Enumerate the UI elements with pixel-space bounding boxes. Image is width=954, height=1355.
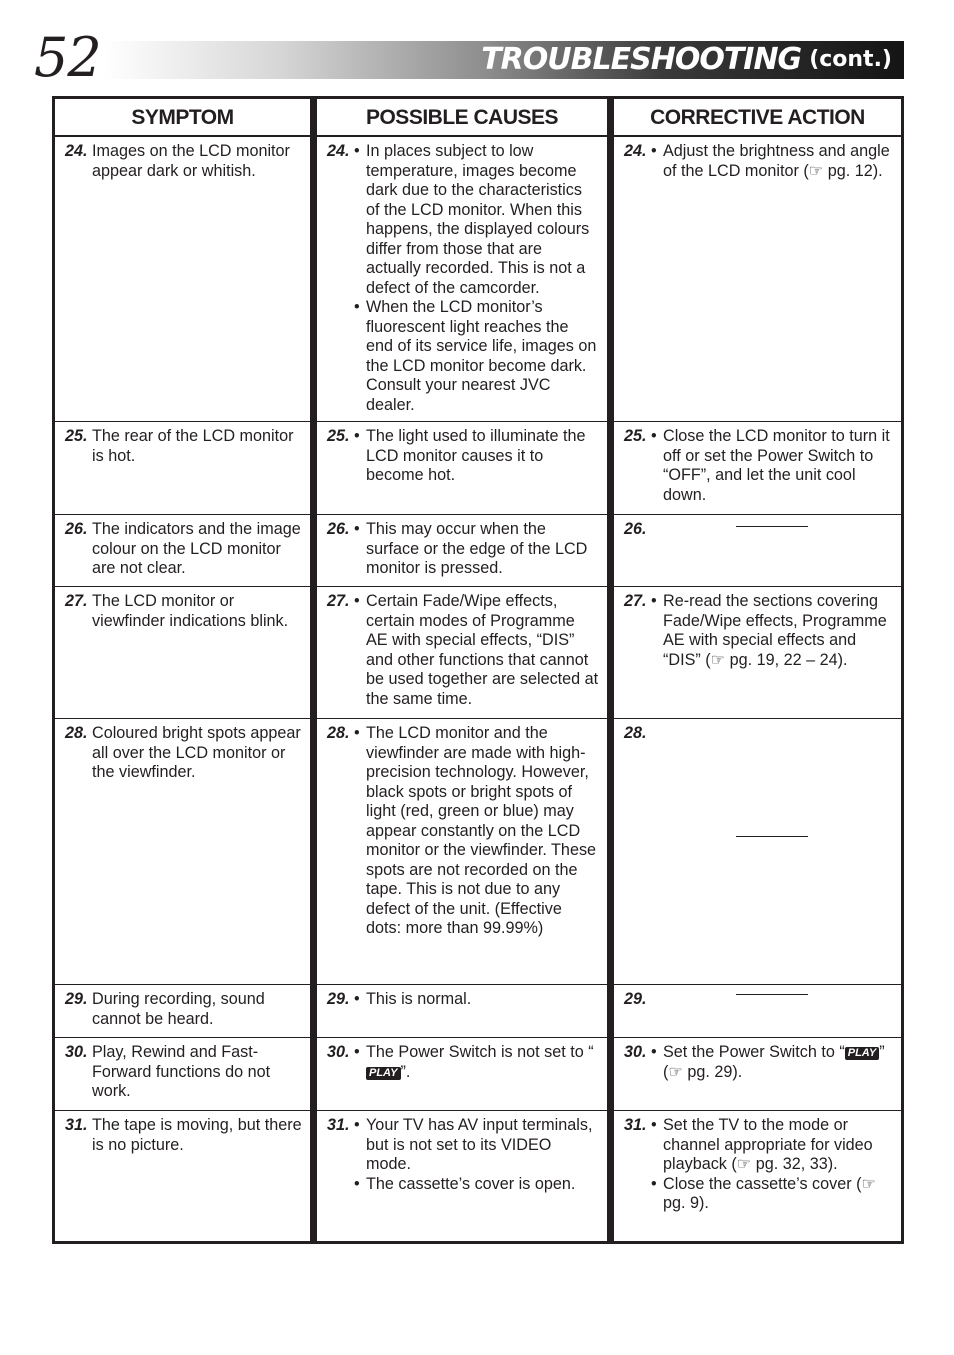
table-row — [55, 137, 901, 422]
title — [481, 41, 892, 79]
bullet: • — [354, 427, 360, 445]
action-cell — [614, 587, 901, 719]
symptom-cell — [55, 137, 310, 422]
action-text: Close the cassette’s cover (☞ pg. 9). — [663, 1174, 877, 1212]
bullet: • — [354, 1174, 360, 1193]
bullet: • — [354, 990, 360, 1008]
action-cell — [614, 1111, 901, 1241]
causes-cell — [317, 1111, 607, 1241]
cause-text: The light used to illuminate the LCD monitor causes it to become hot. — [366, 427, 586, 484]
symptom-text: The indicators and the image colour on the LCD monitor are not clear. — [92, 520, 301, 577]
action-cell — [614, 1038, 901, 1111]
symptom-cell — [55, 1111, 310, 1241]
action-text: Adjust the brightness and angle of the LCD monitor (☞ pg. 12). — [663, 142, 890, 180]
symptom-text: The tape is moving, but there is no picture. — [92, 1116, 302, 1154]
causes-cell — [317, 587, 607, 719]
table-row — [55, 587, 901, 719]
symptom-text: Coloured bright spots appear all over the LCD monitor or the viewfinder. — [92, 724, 301, 781]
causes-cell — [317, 515, 607, 587]
cause-text: In places subject to low temperature, images become dark due to the characteristics of the LCD monitor. When this happens, the displayed colours differ from those that are actually recorded. This is not a defect of the camcorder. — [366, 142, 590, 297]
bullet: • — [354, 298, 360, 316]
action-text: Set the Power Switch to “ — [663, 1043, 845, 1061]
title-main: TROUBLESHOOTING — [481, 42, 802, 77]
cause-text-end: ”. — [400, 1062, 411, 1081]
item-number: 31. — [65, 1116, 88, 1134]
item-number: 27. — [327, 592, 350, 610]
troubleshooting-table — [52, 96, 904, 1244]
bullet: • — [354, 592, 360, 610]
no-action-rule — [736, 836, 808, 837]
action-cell — [614, 515, 901, 587]
symptom-cell — [55, 587, 310, 719]
cause-text: The Power Switch is not set to “ — [366, 1043, 594, 1061]
bullet: • — [651, 592, 657, 610]
item-number: 26. — [65, 520, 88, 538]
causes-cell — [317, 719, 607, 985]
symptom-text: The rear of the LCD monitor is hot. — [92, 427, 294, 465]
action-text: Set the TV to the mode or channel appropriate for video playback (☞ pg. 32, 33). — [663, 1116, 873, 1173]
symptom-text: During recording, sound cannot be heard. — [92, 990, 265, 1028]
title-bar — [104, 41, 904, 79]
cause-text: This may occur when the surface or the edge of the LCD monitor is pressed. — [366, 520, 588, 577]
header-corrective-action: CORRECTIVE ACTION — [614, 99, 901, 137]
bullet: • — [354, 1116, 360, 1134]
bullet: • — [651, 1116, 657, 1134]
action-text-end: ” (☞ pg. 29). — [663, 1043, 885, 1081]
symptom-text: The LCD monitor or viewfinder indications blink. — [92, 592, 289, 630]
header-possible-causes: POSSIBLE CAUSES — [317, 99, 607, 137]
play-mode-icon: PLAY — [366, 1067, 401, 1080]
symptom-text: Play, Rewind and Fast-Forward functions do not work. — [92, 1043, 271, 1100]
cause-text: The cassette’s cover is open. — [366, 1174, 576, 1193]
item-number: 25. — [624, 427, 647, 445]
play-mode-icon: PLAY — [845, 1047, 880, 1060]
bullet: • — [354, 520, 360, 538]
item-number: 28. — [327, 724, 350, 742]
item-number: 28. — [624, 724, 647, 742]
cause-text: When the LCD monitor’s fluorescent light reaches the end of its service life, images on the LCD monitor become dark. Consult your nearest JVC dealer. — [366, 298, 597, 414]
bullet: • — [354, 142, 360, 160]
item-number: 27. — [65, 592, 88, 610]
symptom-cell — [55, 515, 310, 587]
bullet: • — [651, 142, 657, 160]
item-number: 28. — [65, 724, 88, 742]
header-symptom: SYMPTOM — [55, 99, 310, 137]
bullet: • — [651, 1043, 657, 1061]
action-cell — [614, 422, 901, 515]
page-number: 52 — [34, 26, 101, 89]
no-action-rule — [736, 994, 808, 995]
causes-cell — [317, 1038, 607, 1111]
no-action-rule — [736, 526, 808, 527]
cause-text: Certain Fade/Wipe effects, certain modes of Programme AE with special effects, “DIS” and other functions that cannot be used together are selected at the same time. — [366, 592, 599, 708]
item-number: 30. — [65, 1043, 88, 1061]
table-row — [55, 515, 901, 587]
bullet: • — [354, 724, 360, 742]
item-number: 25. — [65, 427, 88, 445]
title-suffix: (cont.) — [809, 47, 892, 72]
table-row — [55, 422, 901, 515]
bullet: • — [651, 1174, 657, 1193]
item-number: 26. — [327, 520, 350, 538]
cause-text: This is normal. — [366, 990, 472, 1008]
causes-cell — [317, 422, 607, 515]
action-cell — [614, 985, 901, 1038]
cause-text: The LCD monitor and the viewfinder are made with high-precision technology. However, black spots or bright spots of light (red, green or blue) may appear constantly on the LCD monitor or the viewfinder. These spots are not recorded on the tape. This is not due to any defect of the unit. (Effective dots: more than 99.99%) — [366, 724, 597, 937]
causes-cell — [317, 985, 607, 1038]
table-header-row — [55, 99, 901, 137]
item-number: 29. — [65, 990, 88, 1008]
item-number: 24. — [65, 142, 88, 160]
action-cell — [614, 137, 901, 422]
item-number: 29. — [327, 990, 350, 1008]
item-number: 30. — [624, 1043, 647, 1061]
table-row — [55, 985, 901, 1038]
symptom-cell — [55, 719, 310, 985]
symptom-text: Images on the LCD monitor appear dark or whitish. — [92, 142, 290, 180]
bullet: • — [651, 427, 657, 445]
symptom-cell — [55, 985, 310, 1038]
item-number: 31. — [624, 1116, 647, 1134]
table-row — [55, 1038, 901, 1111]
item-number: 31. — [327, 1116, 350, 1134]
item-number: 30. — [327, 1043, 350, 1061]
symptom-cell — [55, 422, 310, 515]
item-number: 29. — [624, 990, 647, 1008]
table-row — [55, 719, 901, 985]
action-cell — [614, 719, 901, 985]
cause-text: Your TV has AV input terminals, but is not set to its VIDEO mode. — [366, 1116, 593, 1173]
item-number: 24. — [327, 142, 350, 160]
causes-cell — [317, 137, 607, 422]
table-row — [55, 1111, 901, 1241]
item-number: 25. — [327, 427, 350, 445]
bullet: • — [354, 1043, 360, 1061]
item-number: 26. — [624, 520, 647, 538]
item-number: 27. — [624, 592, 647, 610]
item-number: 24. — [624, 142, 647, 160]
action-text: Re-read the sections covering Fade/Wipe effects, Programme AE with special effects and “DIS” (☞ pg. 19, 22 – 24). — [663, 592, 887, 669]
action-text: Close the LCD monitor to turn it off or set the Power Switch to “OFF”, and let the unit cool down. — [663, 427, 890, 504]
symptom-cell — [55, 1038, 310, 1111]
